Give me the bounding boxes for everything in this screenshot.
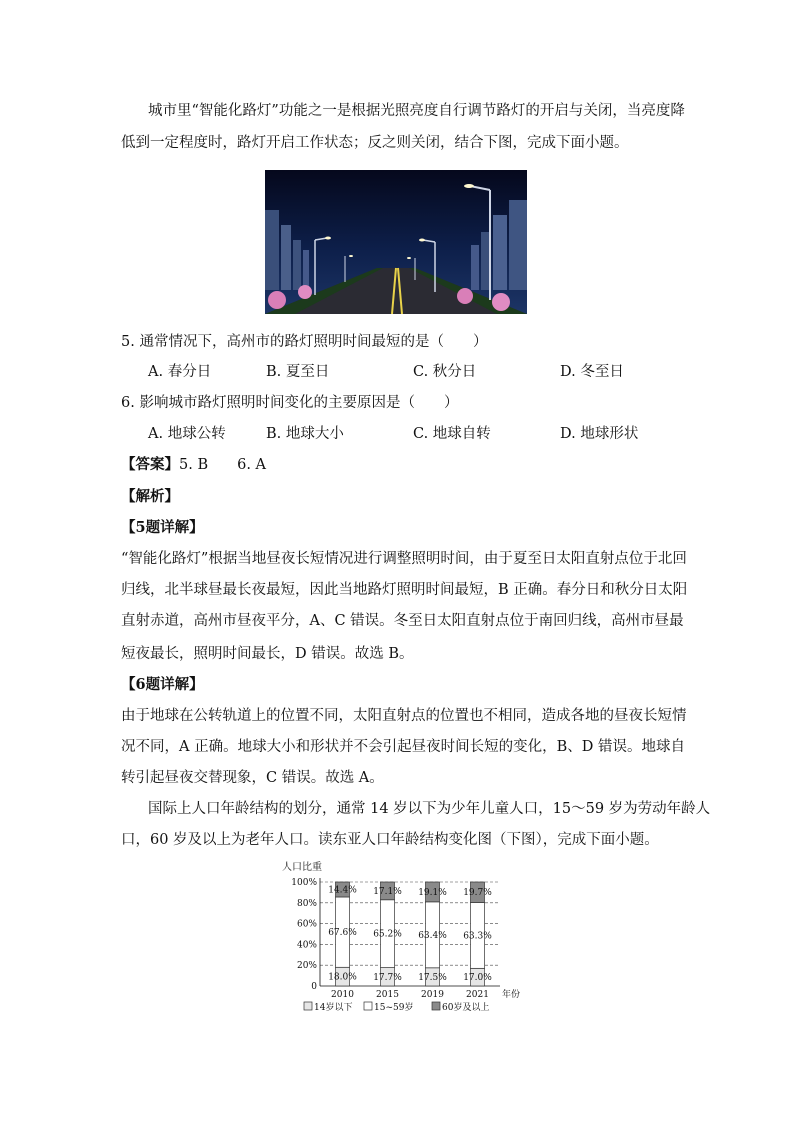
legend-label: 60岁及以上 [442,1003,490,1013]
q6-option-b[interactable]: B. 地球大小 [266,426,344,442]
data-label: 17.5% [418,972,447,983]
q6-option-c[interactable]: C. 地球自转 [413,426,491,442]
answer-row [121,455,266,475]
detail5-line-1: “智能化路灯”根据当地昼夜长短情况进行调整照明时间，由于夏至日太阳直射点位于北回 [121,551,687,567]
q5-option-b[interactable]: B. 夏至日 [266,364,330,380]
intro2-line-1: 国际上人口年龄结构的划分，通常 14 岁以下为少年儿童人口，15～59 岁为劳动年龄人 [148,801,711,817]
data-label: 19.7% [463,888,492,899]
q5-option-d[interactable]: D. 冬至日 [560,364,624,380]
population-structure-chart [280,858,520,1018]
legend-label: 14岁以下 [314,1003,353,1013]
answer-text: 5. B 6. A [179,457,267,473]
data-label: 18.0% [328,972,357,983]
data-label: 63.4% [418,930,447,941]
intro-line-2: 低到一定程度时，路灯开启工作状态；反之则关闭，结合下图，完成下面小题。 [121,135,629,151]
q5-stem: 5. 通常情况下，高州市的路灯照明时间最短的是（ ） [121,334,488,350]
legend-swatch [364,1002,372,1010]
x-tick-label: 2010 [331,990,354,1000]
y-tick-label: 80% [296,898,317,909]
x-axis-label: 年份 [502,990,520,1000]
x-tick-label: 2019 [421,990,444,1000]
x-tick-label: 2015 [376,990,399,1000]
detail5-line-2: 归线，北半球昼最长夜最短，因此当地路灯照明时间最短，B 正确。春分日和秋分日太阳 [121,582,688,598]
data-label: 17.7% [373,972,402,983]
y-tick-label: 20% [296,961,317,972]
detail6-line-2: 况不同，A 正确。地球大小和形状并不会引起昼夜时间长短的变化，B、D 错误。地球自 [121,739,685,755]
analysis-label: 【解析】 [121,488,179,505]
data-label: 17.0% [463,973,492,984]
x-tick-label: 2021 [466,990,489,1000]
detail5-title: 【5题详解】 [121,519,204,536]
detail6-line-3: 转引起昼夜交替现象，C 错误。故选 A。 [121,770,384,786]
detail6-line-1: 由于地球在公转轨道上的位置不同，太阳直射点的位置也不相同，造成各地的昼夜长短情 [121,708,687,724]
intro2-line-2: 口，60 岁及以上为老年人口。读东亚人口年龄结构变化图（下图），完成下面小题。 [121,832,659,848]
legend-swatch [304,1002,312,1010]
intro-line-1: 城市里“智能化路灯”功能之一是根据光照亮度自行调节路灯的开启与关闭，当亮度降 [148,103,685,119]
detail5-line-4: 短夜最长，照明时间最长，D 错误。故选 B。 [121,646,414,662]
data-label: 17.1% [373,886,402,897]
y-axis-label: 人口比重 [282,862,322,873]
data-label: 63.3% [463,931,492,942]
q6-stem: 6. 影响城市路灯照明时间变化的主要原因是（ ） [121,395,459,411]
legend-label: 15~59岁 [374,1003,414,1013]
legend-swatch [432,1002,440,1010]
answer-label: 【答案】 [121,456,179,473]
detail6-title: 【6题详解】 [121,676,204,693]
y-tick-label: 40% [296,940,317,951]
street-light-photo [265,170,527,314]
q5-option-c[interactable]: C. 秋分日 [413,364,477,380]
y-tick-label: 100% [291,878,317,888]
q6-option-a[interactable]: A. 地球公转 [148,426,226,442]
detail5-line-3: 直射赤道，高州市昼夜平分，A、C 错误。冬至日太阳直射点位于南回归线，高州市昼最 [121,613,684,629]
data-label: 67.6% [328,928,357,939]
y-tick-label: 0 [311,982,317,992]
data-label: 65.2% [373,929,402,940]
q5-option-a[interactable]: A. 春分日 [148,364,212,380]
data-label: 14.4% [328,885,357,896]
data-label: 19.1% [418,887,447,898]
q6-option-d[interactable]: D. 地球形状 [560,426,639,442]
y-tick-label: 60% [296,919,317,930]
